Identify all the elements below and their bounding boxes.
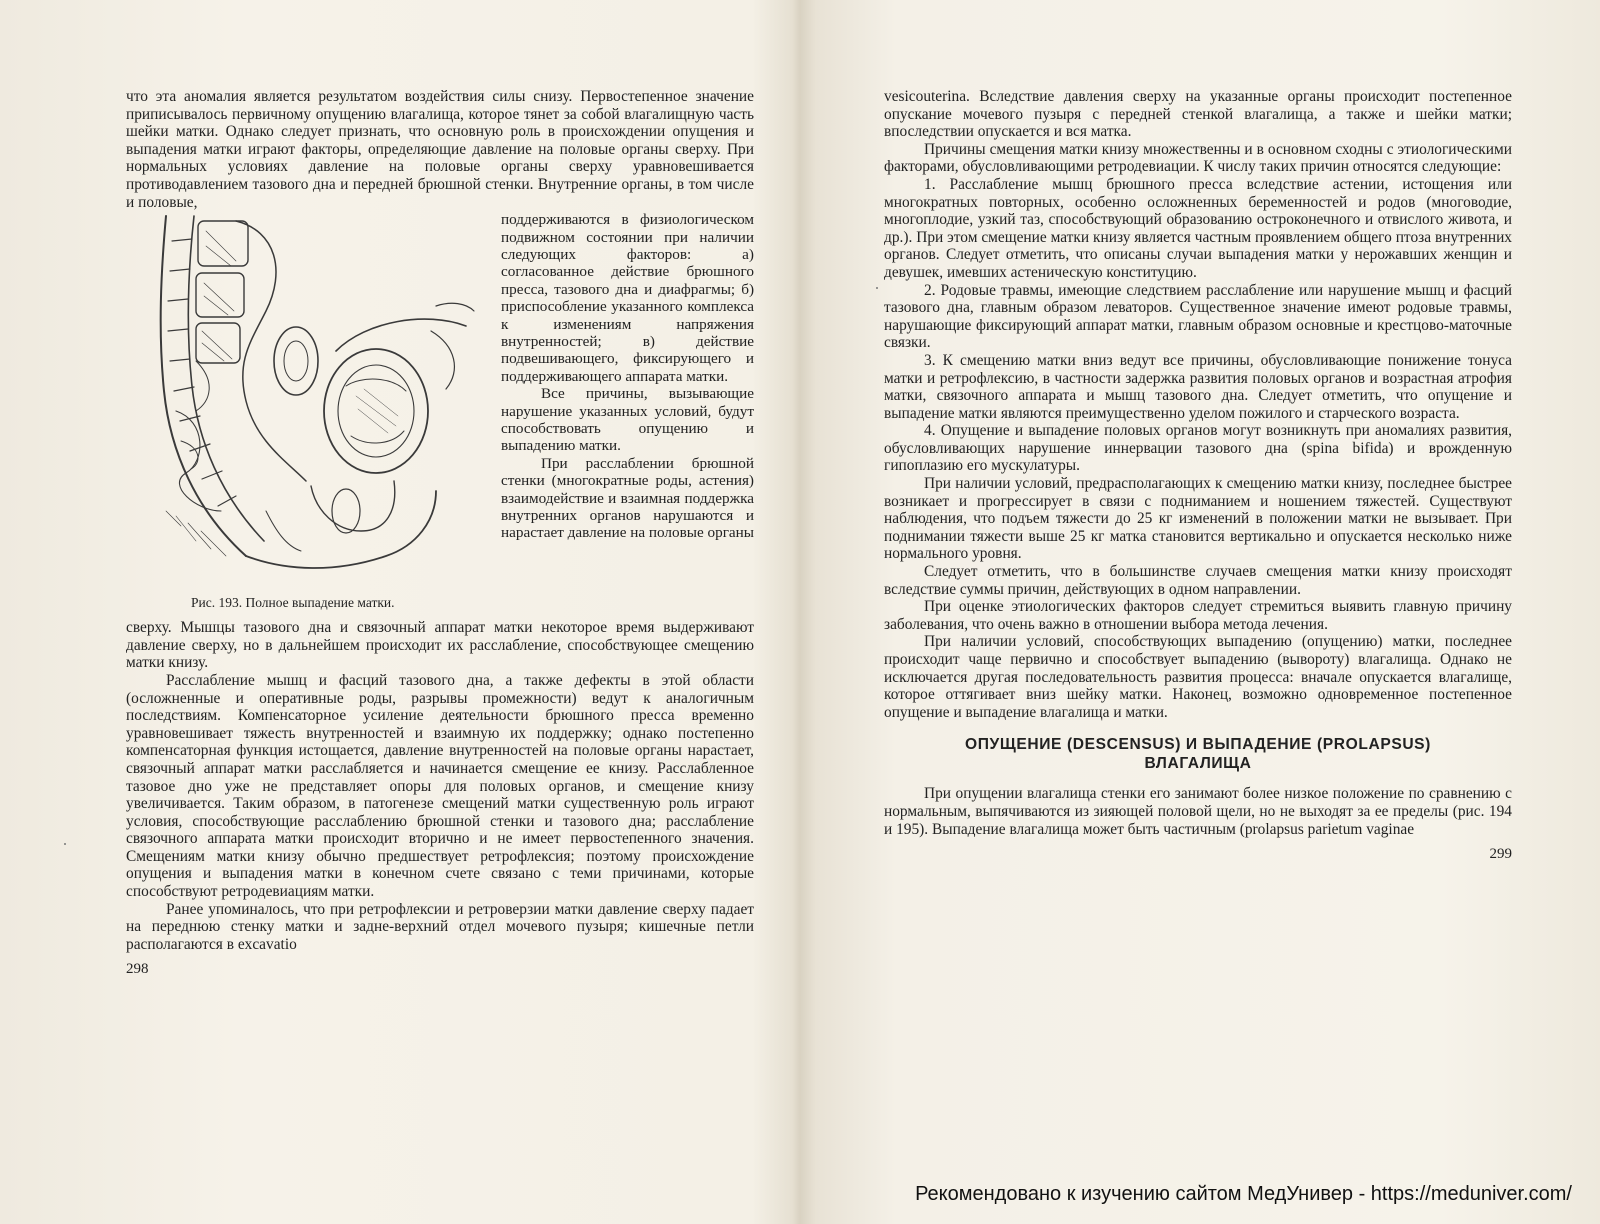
right-page	[884, 88, 1512, 863]
right-cause-3: 3. К смещению матки вниз ведут все причины, обусловливающие понижение тонуса матки и ретрофлексию, в частности задержка развития половых органов и возрастная атрофия матки, связочного аппарата и мышц тазового дна. Следует отметить, что опущение и выпадение матки являются преимущественно уделом пожилого и старческого возраста.	[884, 351, 1512, 422]
uterine-prolapse-illustration	[136, 211, 476, 581]
right-causes-paragraph: Причины смещения матки книзу множественны и в основном сходны с этиологическими факторами, обусловливающими ретродевиации. К числу таких причин относятся следующие:	[884, 140, 1512, 176]
section-heading-line-2: ВЛАГАЛИЩА	[1144, 755, 1252, 773]
wrap-paragraph-3: При расслаблении брюшной стенки (многократные роды, астения) взаимодействие и взаимная поддержка внутренних органов нарушаются и нарастает давление на половые органы	[501, 454, 754, 542]
left-paragraph-3: Ранее упоминалось, что при ретрофлексии и ретроверзии матки давление сверху падает на переднюю стенку матки и задне-верхний отдел мочевого пузыря; кишечные петли располагаются в excavatio	[126, 900, 754, 953]
right-paragraph-8: При наличии условий, способствующих выпадению (опущению) матки, последнее происходит чаще первично и способствует выпадению (вывороту) влагалища. Однако не исключается другая последовательность развития процесса: вначале опускается влагалище, которое оттягивает вниз шейку матки. Наконец, возможно одновременное постепенное опущение и выпадение влагалища и матки.	[884, 633, 1512, 721]
left-page	[126, 88, 754, 978]
right-cause-2: 2. Родовые травмы, имеющие следствием расслабление или нарушение мышц и фасций тазового дна, главным образом леваторов. Существенное значение имеют родовые травмы, нарушающие фиксирующий аппарат матки, главным образом основные и крестцово-маточные связки.	[884, 281, 1512, 352]
wrap-paragraph-2: Все причины, вызывающие нарушение указанных условий, будут способствовать опущению и выпадению матки.	[501, 385, 754, 455]
section-heading-line-1: ОПУЩЕНИЕ (DESCENSUS) И ВЫПАДЕНИЕ (PROLAPSUS)	[965, 736, 1431, 754]
left-paragraph-2: Расслабление мышц и фасций тазового дна, а также дефекты в этой области (осложненные и оперативные роды, разрывы промежности) ведут к аналогичным последствиям. Компенсаторное усиление деятельности брюшного пресса временно уравновешивает тяжесть внутренностей и взаимную их поддержку; однако постепенно компенсаторная функция истощается, давление внутренностей на половые органы нарастает, связочный аппарат матки расслабляется и начинается смещение ее книзу. Расслабленное тазовое дно уже не представляет опоры для половых органов, и смещение книзу увеличивается. Таким образом, в патогенезе смещений матки существенную роль играют условия, способствующие расслаблению брюшной стенки и тазового дна; расслабление связочного аппарата матки происходит вторично и не имеет первостепенного значения. Смещениям матки книзу обычно предшествует ретрофлексия; поэтому происхождение опущения и выпадения матки в конечном счете связано с теми причинами, которые способствуют ретродевиациям матки.	[126, 671, 754, 901]
right-paragraph-9: При опущении влагалища стенки его занимают более низкое положение по сравнению с нормальным, выпячиваются из зияющей половой щели, но не выходят за ее пределы (рис. 194 и 195). Выпадение влагалища может быть частичным (prolapsus parietum vaginae	[884, 785, 1512, 838]
page-speck	[64, 843, 66, 845]
left-intro-paragraph: что эта аномалия является результатом воздействия силы снизу. Первостепенное значение приписывалось первичному опущению влагалища, которое тянет за собой влагалищную часть шейки матки. Однако следует признать, что основную роль в происхождении опущения и выпадения матки играют факторы, определяющие давление на половые органы сверху. При нормальных условиях давление на половые органы сверху уравновешивается противодавлением тазового дна и передней брюшной стенки. Внутренние органы, в том числе и половые,	[126, 88, 754, 211]
right-cause-4: 4. Опущение и выпадение половых органов могут возникнуть при аномалиях развития, обусловливающих нарушение иннервации тазового дна (spina bifida) и врожденную гипоплазию его мускулатуры.	[884, 422, 1512, 475]
right-intro-paragraph: vesicouterina. Вследствие давления сверху на указанные органы происходит постепенное опускание мочевого пузыря с передней стенкой влагалища, а также и шейки матки; впоследствии опускается и вся матка.	[884, 88, 1512, 141]
figure-193	[126, 211, 494, 619]
figure-caption: Рис. 193. Полное выпадение матки.	[191, 595, 395, 611]
wrap-paragraph-1: поддерживаются в физиологическом подвижном состоянии при наличии следующих факторов: а) согласованное действие брюшного пресса, тазового дна и диафрагмы; б) приспособление указанного комплекса к изменениям напряжения внутренностей; в) действие подвешивающего, фиксирующего и поддерживающего аппарата матки.	[501, 211, 754, 385]
page-speck	[876, 287, 878, 289]
section-heading	[884, 735, 1512, 773]
figure-wrap-block	[126, 211, 754, 619]
left-after-wrap-paragraph: сверху. Мышцы тазового дна и связочный аппарат матки некоторое время выдерживают давление сверху, но в дальнейшем происходит их расслабление, способствующее смещению матки книзу.	[126, 619, 754, 672]
left-page-number: 298	[126, 961, 149, 978]
right-page-number: 299	[1489, 846, 1512, 863]
right-paragraph-5: При наличии условий, предрасполагающих к смещению матки книзу, последнее быстрее возникает и прогрессирует в связи с подниманием и ношением тяжестей. Существуют наблюдения, что подъем тяжести до 25 кг изменений в положении матки не вызывает. При поднимании тяжести выше 25 кг матка становится вертикально и опускается несколько ниже нормального уровня.	[884, 475, 1512, 563]
right-paragraph-6: Следует отметить, что в большинстве случаев смещения матки книзу происходят вследствие суммы причин, действующих в одном направлении.	[884, 563, 1512, 598]
right-cause-1: 1. Расслабление мышц брюшного пресса вследствие астении, истощения или многократных повторных, особенно осложненных беременностей и родов (многоводие, многоплодие, узкий таз, способствующий образованию остроконечного и отвислого живота, и др.). При этом смещение матки книзу является частным проявлением общего птоза внутренних органов. Следует отметить, что описаны случаи выпадения матки у нерожавших женщин и девушек, имевших астеническую конституцию.	[884, 175, 1512, 281]
right-paragraph-7: При оценке этиологических факторов следует стремиться выявить главную причину заболевания, что очень важно в отношении выбора метода лечения.	[884, 598, 1512, 633]
footer-recommendation-link[interactable]: Рекомендовано к изучению сайтом МедУнивер - https://meduniver.com/	[915, 1183, 1572, 1205]
figure-side-text	[501, 211, 754, 542]
